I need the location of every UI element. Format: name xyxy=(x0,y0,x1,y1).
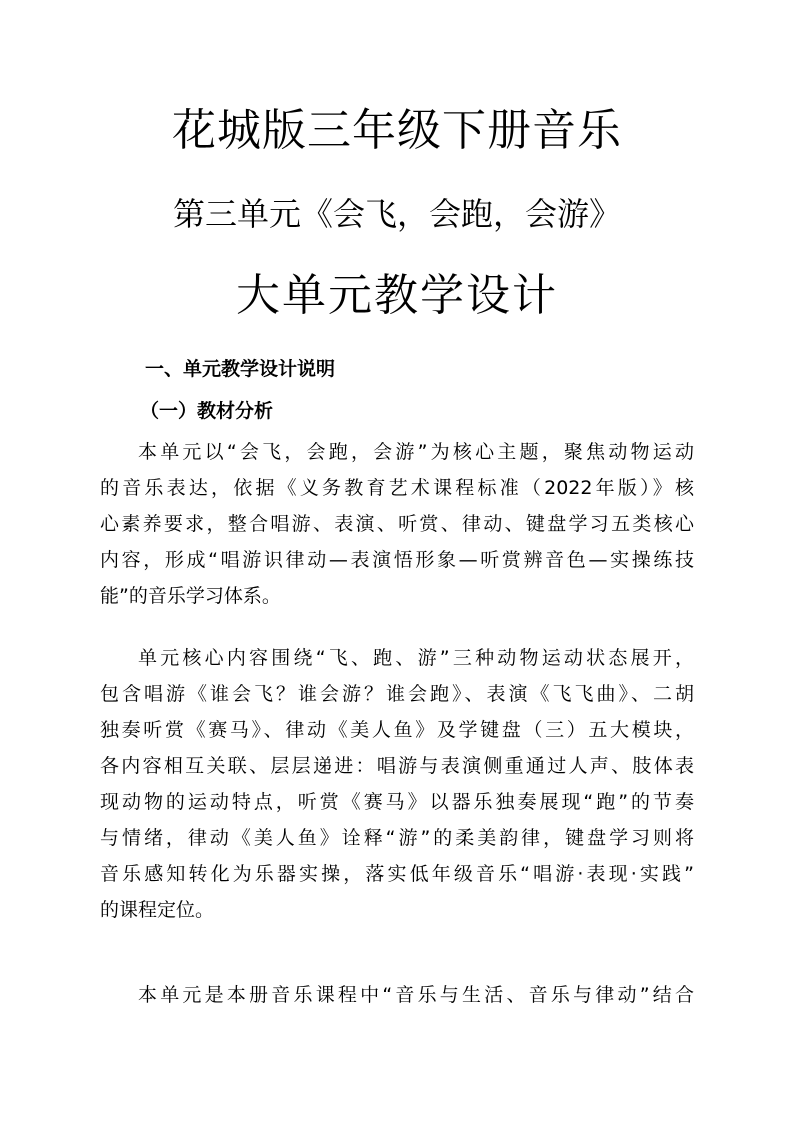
document-subtitle-unit: 第三单元《会飞，会跑，会游》 xyxy=(172,195,621,233)
paragraph-line: 能”的音乐学习体系。 xyxy=(100,585,281,607)
paragraph-line: 音乐感知转化为乐器实操，落实低年级音乐“唱游·表现·实践” xyxy=(100,863,694,885)
paragraph-line: 的课程定位。 xyxy=(100,899,215,921)
paragraph-line: 与情绪，律动《美人鱼》诠释“游”的柔美韵律，键盘学习则将 xyxy=(100,827,694,849)
paragraph-line: 本单元以“会飞，会跑，会游”为核心主题，聚焦动物运动 xyxy=(138,441,694,463)
paragraph-3 xyxy=(100,977,694,1013)
paragraph-line: 内容，形成“唱游识律动—表演悟形象—听赏辨音色—实操练技 xyxy=(100,549,694,571)
document-title: 花城版三年级下册音乐 xyxy=(172,105,622,156)
paragraph-line: 本单元是本册音乐课程中“音乐与生活、音乐与律动”结合 xyxy=(138,984,694,1006)
paragraph-line: 单元核心内容围绕“飞、跑、游”三种动物运动状态展开， xyxy=(138,647,694,669)
paragraph-line: 现动物的运动特点，听赏《赛马》以器乐独奏展现“跑”的节奏 xyxy=(100,791,694,813)
paragraph-line: 心素养要求，整合唱游、表演、听赏、律动、键盘学习五类核心 xyxy=(100,513,694,535)
paragraph-1 xyxy=(100,434,694,614)
paragraph-line: 包含唱游《谁会飞？谁会游？谁会跑》、表演《飞飞曲》、二胡 xyxy=(100,683,694,705)
paragraph-line: 独奏听赏《赛马》、律动《美人鱼》及学键盘（三）五大模块， xyxy=(100,719,694,741)
subsection-heading: （一）教材分析 xyxy=(140,400,274,422)
paragraph-line: 各内容相互关联、层层递进：唱游与表演侧重通过人声、肢体表 xyxy=(100,755,694,777)
document-subtitle-design: 大单元教学设计 xyxy=(236,270,558,321)
section-heading: 一、单元教学设计说明 xyxy=(145,358,336,380)
paragraph-2 xyxy=(100,640,694,928)
paragraph-line: 的音乐表达，依据《义务教育艺术课程标准（2022年版）》核 xyxy=(100,477,694,499)
